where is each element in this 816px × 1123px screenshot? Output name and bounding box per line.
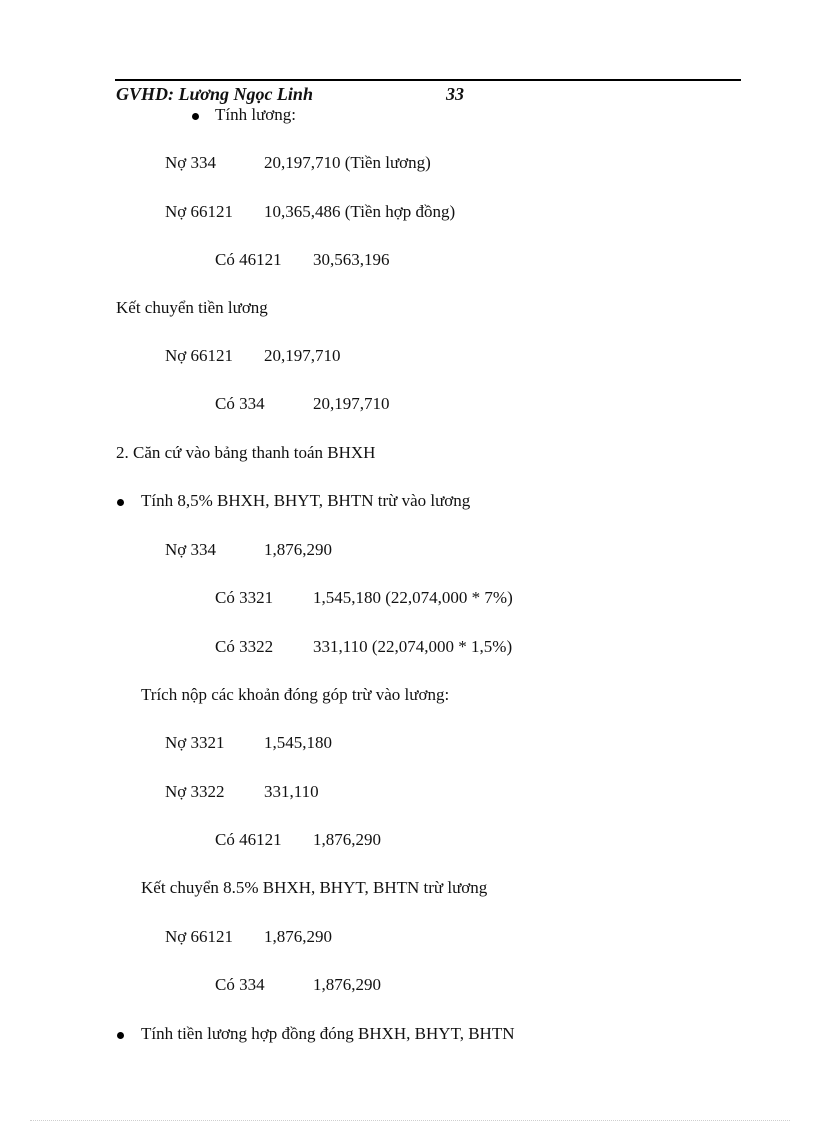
amount: 10,365,486 (Tiền hợp đồng) — [264, 202, 456, 221]
amount: 20,197,710 — [313, 394, 390, 413]
section-text: Kết chuyển tiền lương — [116, 298, 268, 317]
header-instructor: GVHD: Lương Ngọc Linh — [116, 84, 313, 104]
entry-row — [165, 202, 455, 222]
amount: 1,876,290 — [264, 927, 332, 946]
account-label: Có 334 — [215, 975, 265, 994]
amount: 1,876,290 — [313, 830, 381, 849]
entry-row — [165, 540, 332, 560]
bullet-text: Tính 8,5% BHXH, BHYT, BHTN trừ vào lương — [141, 491, 471, 510]
entry-row — [215, 830, 381, 850]
account-label: Nợ 66121 — [165, 202, 234, 221]
heading-salary: Tính lương: — [215, 105, 297, 124]
amount: 30,563,196 — [313, 250, 390, 269]
header-rule — [115, 79, 741, 81]
account-label: Nợ 3321 — [165, 733, 225, 752]
entry-row — [215, 588, 513, 608]
entry-row — [215, 975, 381, 995]
entry-row — [165, 733, 332, 753]
page-number: 33 — [446, 84, 464, 104]
section-heading: 2. Căn cứ vào bảng thanh toán BHXH — [116, 443, 376, 462]
section-text: Kết chuyển 8.5% BHXH, BHYT, BHTN trừ lương — [141, 878, 488, 897]
entry-row — [215, 637, 512, 657]
account-label: Có 3321 — [215, 588, 274, 607]
entry-row — [165, 153, 431, 173]
account-label: Có 334 — [215, 394, 265, 413]
amount: 331,110 (22,074,000 * 1,5%) — [313, 637, 513, 656]
section-text: Trích nộp các khoản đóng góp trừ vào lương: — [141, 685, 450, 704]
account-label: Nợ 334 — [165, 540, 217, 559]
entry-row — [165, 782, 319, 802]
amount: 1,876,290 — [264, 540, 332, 559]
entry-row — [165, 927, 332, 947]
entry-row — [215, 394, 390, 414]
account-label: Nợ 66121 — [165, 346, 234, 365]
amount: 1,545,180 (22,074,000 * 7%) — [313, 588, 513, 607]
amount: 331,110 — [264, 782, 319, 801]
account-label: Nợ 334 — [165, 153, 217, 172]
account-label: Có 46121 — [215, 830, 282, 849]
amount: 20,197,710 (Tiền lương) — [264, 153, 431, 172]
account-label: Nợ 66121 — [165, 927, 234, 946]
bullet-text: Tính tiền lương hợp đồng đóng BHXH, BHYT, BHTN — [141, 1024, 515, 1043]
account-label: Nợ 3322 — [165, 782, 225, 801]
bullet-icon — [192, 113, 199, 120]
amount: 20,197,710 — [264, 346, 341, 365]
entry-row — [165, 346, 341, 366]
entry-row — [215, 250, 390, 270]
account-label: Có 46121 — [215, 250, 282, 269]
amount: 1,545,180 — [264, 733, 332, 752]
account-label: Có 3322 — [215, 637, 274, 656]
bullet-icon — [117, 1032, 124, 1039]
amount: 1,876,290 — [313, 975, 381, 994]
page-edge-dots — [30, 1120, 790, 1121]
bullet-icon — [117, 499, 124, 506]
